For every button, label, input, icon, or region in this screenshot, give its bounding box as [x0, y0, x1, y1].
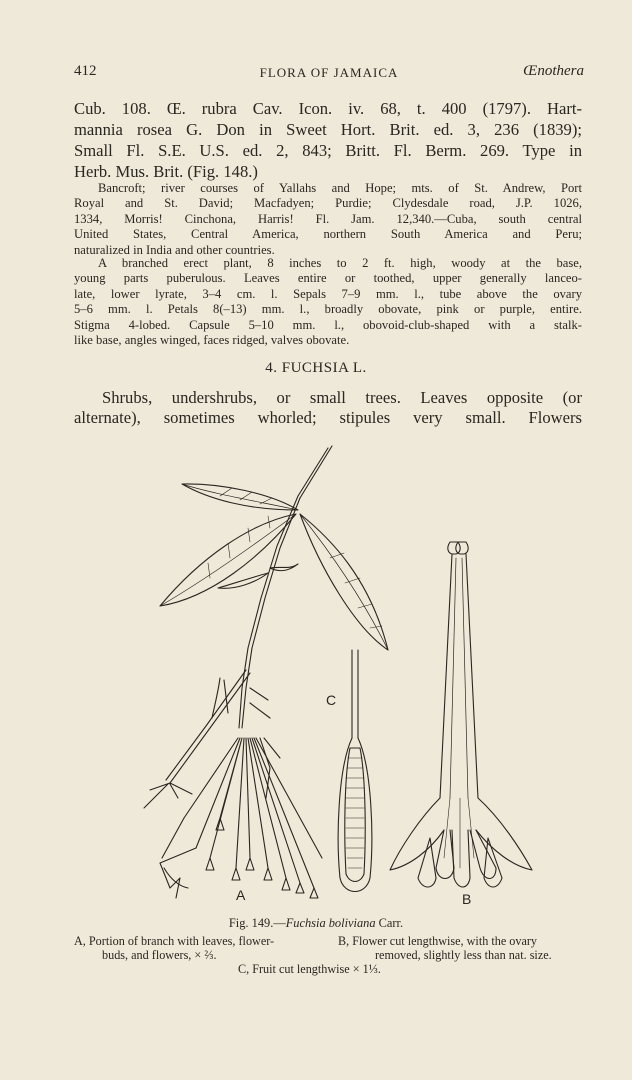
text-line: Bancroft; river courses of Yallahs and Hope; mts. of St. Andrew, Port [98, 181, 582, 195]
caption-prefix: Fig. 149.— [228, 916, 286, 930]
caption-b-line1: B, Flower cut lengthwise, with the ovary [338, 934, 538, 948]
text-line: Stigma 4-lobed. Capsule 5–10 mm. l., obovoid-club-shaped with a stalk- [74, 317, 582, 332]
text-line: Shrubs, undershrubs, or small trees. Leaves opposite (or [102, 388, 582, 407]
genus-description [74, 388, 582, 428]
running-title: FLORA OF JAMAICA [259, 65, 399, 80]
botanical-illustration [100, 438, 590, 913]
figure-caption-title [0, 916, 632, 931]
caption-author: Carr. [375, 916, 404, 930]
text-line: Small Fl. S.E. U.S. ed. 2, 843; Britt. Fl. Berm. 269. Type in [74, 141, 582, 160]
caption-b-line2: removed, slightly less than nat. size. [375, 948, 552, 962]
caption-a-line1: A, Portion of branch with leaves, flower- [74, 934, 275, 948]
specimens-paragraph [74, 181, 582, 258]
text-line: late, lower lyrate, 3–4 cm. l. Sepals 7–9 mm. l., tube above the ovary [74, 286, 582, 301]
description-paragraph [74, 256, 582, 348]
caption-a-line2: buds, and flowers, × ⅔. [102, 948, 217, 962]
synonymy-paragraph [74, 98, 582, 182]
figure-label-c: C [326, 692, 337, 708]
genus-heading: 4. FUCHSIA L. [265, 360, 367, 376]
caption-c-line: C, Fruit cut lengthwise × 1⅓. [238, 962, 381, 976]
text-line: young parts puberulous. Leaves entire or toothed, upper generally lanceo- [74, 271, 582, 286]
text-line: Cub. 108. Œ. rubra Cav. Icon. iv. 68, t. 400 (1797). Hart- [74, 99, 582, 118]
text-line: alternate), sometimes whorled; stipules very small. Flowers [74, 408, 582, 427]
fuchsia-drawing [100, 438, 590, 913]
caption-species: Fuchsia boliviana [285, 916, 376, 930]
running-genus: Œnothera [523, 63, 584, 79]
running-header [74, 63, 584, 85]
text-line: Royal and St. David; Macfadyen; Purdie; Clydesdale road, J.P. 1026, [74, 196, 582, 211]
text-line: naturalized in India and other countries. [74, 242, 275, 257]
flower-section-b [390, 542, 532, 887]
text-line: 5–6 mm. l. Petals 8(–13) mm. l., broadly obovate, pink or purple, entire. [74, 302, 582, 317]
text-line: Herb. Mus. Brit. (Fig. 148.) [74, 162, 258, 181]
fruit-section-c [338, 650, 372, 892]
text-line: like base, angles winged, faces ridged, valves obovate. [74, 333, 350, 348]
page-number: 412 [74, 63, 97, 79]
text-line: A branched erect plant, 8 inches to 2 ft. high, woody at the base, [98, 256, 582, 270]
figure-label-a: A [236, 887, 246, 903]
text-line: mannia rosea G. Don in Sweet Hort. Brit. ed. 3, 236 (1839); [74, 120, 582, 139]
text-line: United States, Central America, northern South America and Peru; [74, 227, 582, 242]
figure-label-b: B [462, 891, 472, 907]
text-line: 1334, Morris! Cinchona, Harris! Fl. Jam. 12,340.—Cuba, south central [74, 211, 582, 226]
branch-a [144, 446, 388, 898]
